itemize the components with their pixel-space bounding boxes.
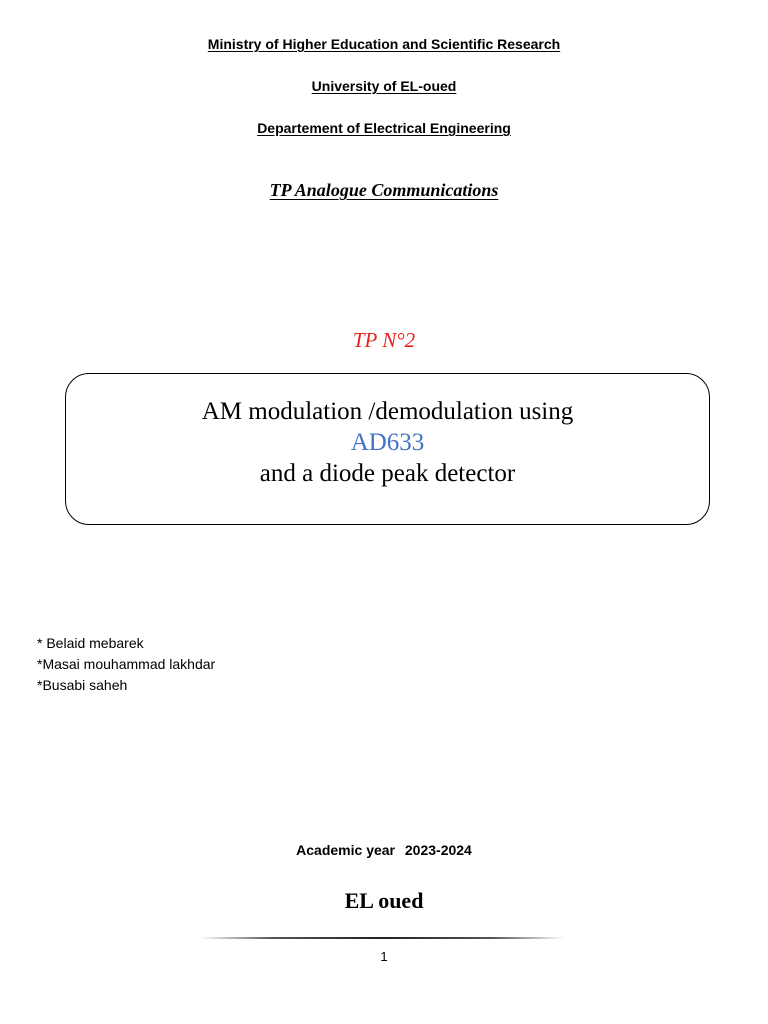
city: EL oued	[344, 888, 424, 913]
ministry-heading: Ministry of Higher Education and Scientific Research	[207, 36, 561, 52]
title-box	[65, 373, 710, 525]
title-line-2: AD633	[350, 429, 425, 456]
academic-year	[0, 842, 768, 858]
author-item: *Busabi saheh	[37, 677, 128, 693]
academic-year-label: Academic year	[296, 842, 395, 858]
academic-year-value: 2023-2024	[404, 842, 472, 858]
page-number: 1	[380, 949, 388, 964]
university-heading: University of EL-oued	[311, 78, 457, 94]
author-list	[37, 633, 215, 696]
author-item: * Belaid mebarek	[37, 635, 144, 651]
author-item: *Masai mouhammad lakhdar	[37, 656, 216, 672]
title-line-3: and a diode peak detector	[259, 460, 516, 487]
title-line-1: AM modulation /demodulation using	[201, 398, 574, 425]
course-title: TP Analogue Communications	[269, 180, 499, 200]
department-heading: Departement of Electrical Engineering	[257, 120, 511, 136]
footer-divider	[200, 937, 565, 939]
tp-number: TP N°2	[352, 328, 416, 352]
